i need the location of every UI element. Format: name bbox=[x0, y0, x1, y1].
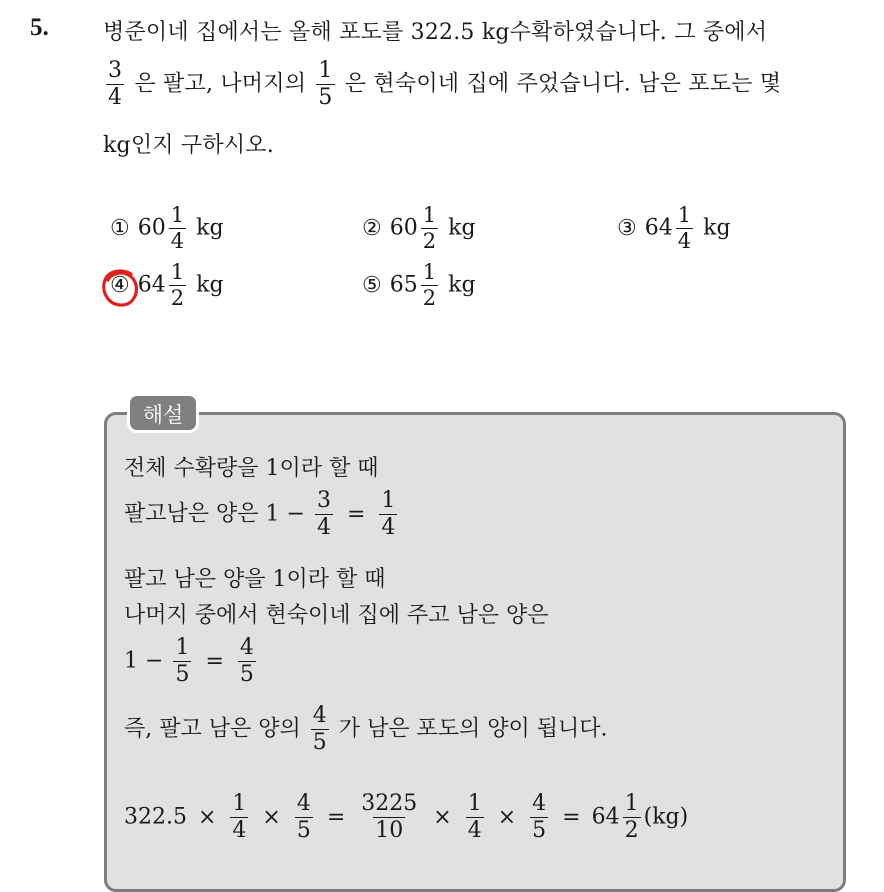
solution-tag: 해설 bbox=[127, 393, 199, 433]
solution-line-3: 팔고 남은 양을 1이라 할 때 bbox=[124, 567, 386, 592]
option-4[interactable]: ④ 64 $\frac{1}{2}$ kg bbox=[110, 260, 224, 310]
question-line-2a: 은 팔고, 나머지의 bbox=[134, 71, 307, 97]
solution-line-4: 나머지 중에서 현숙이네 집에 주고 남은 양은 bbox=[124, 603, 549, 628]
fraction-one-fifth: $\frac{1}{5}$ bbox=[318, 58, 333, 110]
question-line-1: 병준이네 집에서는 올해 포도를 322.5 kg수확하였습니다. 그 중에서 bbox=[103, 20, 768, 45]
question-line-2b: 은 현숙이네 집에 주었습니다. 남은 포도는 몇 bbox=[344, 71, 782, 97]
solution-line-7: 322.5 × $\frac{1}{4}$ × $\frac{4}{5}$ = $\frac{3225}{10}$ × $\frac{1}{4}$ × $\frac{4}{5}$ = 64 $\frac{1}{2}$ (kg) bbox=[124, 791, 689, 843]
option-2[interactable]: ② 60 $\frac{1}{2}$ kg bbox=[362, 203, 476, 253]
solution-line-1: 전체 수확량을 1이라 할 때 bbox=[124, 456, 379, 481]
solution-line-6: 즉, 팔고 남은 양의 $\frac{4}{5}$ 가 남은 포도의 양이 됩니다. bbox=[124, 703, 608, 755]
solution-line-5: 1 − $\frac{1}{5}$ = $\frac{4}{5}$ bbox=[124, 635, 254, 687]
answer-circle-icon bbox=[101, 268, 139, 308]
fraction-three-quarters: $\frac{3}{4}$ bbox=[108, 58, 123, 110]
question-line-3: kg인지 구하시오. bbox=[103, 133, 274, 158]
option-1[interactable]: ① 60 $\frac{1}{4}$ kg bbox=[110, 203, 224, 253]
question-line-2 bbox=[103, 60, 781, 109]
option-3[interactable]: ③ 64 $\frac{1}{4}$ kg bbox=[617, 203, 731, 253]
question-number: 5. bbox=[30, 14, 49, 41]
option-5[interactable]: ⑤ 65 $\frac{1}{2}$ kg bbox=[362, 260, 476, 310]
solution-line-2: 팔고남은 양은 1 − $\frac{3}{4}$ = $\frac{1}{4}$ bbox=[124, 488, 396, 540]
